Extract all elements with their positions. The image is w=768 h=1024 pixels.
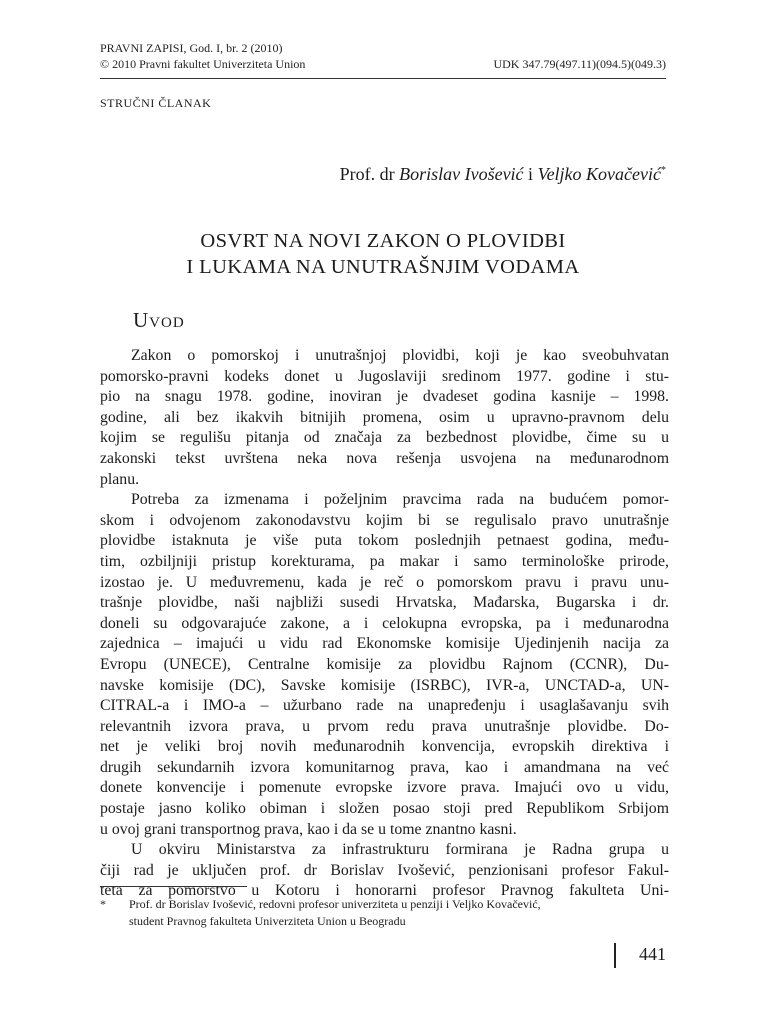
article-title (100, 228, 666, 280)
body-line: Potreba za izmenama i poželjnim pravcima rada na budućem pomor- (131, 491, 669, 509)
body-line: postaje jasno koliko obiman i složen posao stoji pred Republikom Srbijom (100, 800, 669, 818)
body-line: donete konvencije i pomenute evropske izvore prava. Imajući ovo u vidu, (100, 779, 669, 797)
body-line: godine, ali bez ikakvih bitnijih promena, osim u upravno-pravnom delu (100, 408, 669, 426)
body-line: doneli su odgovarajuće zakone, a i celokupna evropska, pa i međunarodna (100, 614, 669, 632)
page-number-bar (614, 943, 616, 968)
body-line: net je veliki broj novih međunarodnih konvencija, evropskih direktiva i (100, 738, 669, 756)
title-line-2: I LUKAMA NA UNUTRAŠNJIM VODAMA (186, 256, 580, 278)
body-text (100, 346, 669, 902)
body-line: izostao je. U međuvremenu, kada je reč o pomorskom pravu i pravu unu- (100, 573, 669, 591)
body-line: zajednica – imajući u vidu rad Ekonomske komisije Ujedinjenih nacija za (100, 635, 669, 653)
footnote-line-2: student Pravnog fakulteta Univerziteta Union u Beogradu (129, 914, 406, 928)
body-line: Evropu (UNECE), Centralne komisije za plovidbu Rajnom (CCNR), Du- (100, 655, 669, 673)
author-2: Veljko Kovačević (537, 164, 661, 184)
body-line: navske komisije (DC), Savske komisije (ISRBC), IVR-a, UNCTAD-a, UN- (100, 676, 669, 694)
body-line: u ovoj grani transportnog prava, kao i da se u tome znantno kasni. (100, 820, 517, 838)
header-divider (100, 78, 666, 79)
running-header (100, 40, 666, 72)
body-line: skom i odvojenom zakonodavstvu kojim bi se regulisalo pravo unutrašnje (100, 511, 669, 529)
author-line (340, 159, 666, 186)
title-line-1: OSVRT NA NOVI ZAKON O PLOVIDBI (200, 230, 566, 252)
body-line: plovidbe istaknuta je više puta tokom poslednjih petnaest godina, među- (100, 532, 669, 550)
footnote-line-1: Prof. dr Borislav Ivošević, redovni profesor univerziteta u penziji i Veljko Kovačević, (129, 897, 541, 911)
body-line: pio na snagu 1978. godine, inoviran je dvadeset godina kasnije – 1998. (100, 388, 669, 406)
body-line: planu. (100, 470, 140, 488)
body-line: čiji rad je uključen prof. dr Borislav Ivošević, penzionisani profesor Fakul- (100, 861, 669, 879)
body-line: zakonski tekst uvrštena neka nova rešenja usvojena na međunarodnom (100, 449, 669, 467)
body-line: pomorsko-pravni kodeks donet u Jugoslaviji sredinom 1977. godine i stu- (100, 367, 669, 385)
body-line: drugih sekundarnih izvora komunitarnog prava, kao i amandmana na već (100, 758, 669, 776)
body-line: teta za pomorstvo u Kotoru i honorarni profesor Pravnog fakulteta Uni- (100, 882, 669, 900)
journal-citation: PRAVNI ZAPISI, God. I, br. 2 (2010) (100, 41, 283, 55)
udk-code: UDK 347.79(497.11)(094.5)(049.3) (493, 57, 666, 71)
footnote-marker: * (661, 165, 666, 176)
body-line: kojim se regulišu pitanja od značaja za bezbednost plovidbe, čime su u (100, 429, 669, 447)
body-line: CITRAL-a i IMO-a – užurbano rade na unapređenju i usaglašavanju svih (100, 697, 669, 715)
article-type: STRUČNI ČLANAK (100, 96, 212, 110)
body-line: tim, ozbiljniji pristup korekturama, pa makar i samo terminološke prirode, (100, 552, 669, 570)
body-line: Zakon o pomorskoj i unutrašnjoj plovidbi, koji je kao sveobuhvatan (131, 347, 669, 364)
footnote-divider (100, 886, 247, 887)
body-line: trašnje plovidbe, naši najbliži susedi Hrvatska, Mađarska, Bugarska i dr. (100, 594, 669, 612)
author-connector: i (523, 164, 538, 184)
copyright-line: © 2010 Pravni fakultet Univerziteta Union (100, 57, 306, 71)
page-number: 441 (639, 944, 666, 964)
footnote-mark: * (100, 897, 106, 911)
section-heading: Uvod (133, 308, 185, 332)
footnote (100, 896, 669, 930)
body-line: U okviru Ministarstva za infrastrukturu formirana je Radna grupa u (131, 841, 669, 859)
author-prefix: Prof. dr (339, 164, 400, 184)
author-1: Borislav Ivošević (399, 164, 524, 184)
body-line: relevantnih izvora prava, u prvom redu prava unutrašnje plovidbe. Do- (100, 717, 669, 735)
